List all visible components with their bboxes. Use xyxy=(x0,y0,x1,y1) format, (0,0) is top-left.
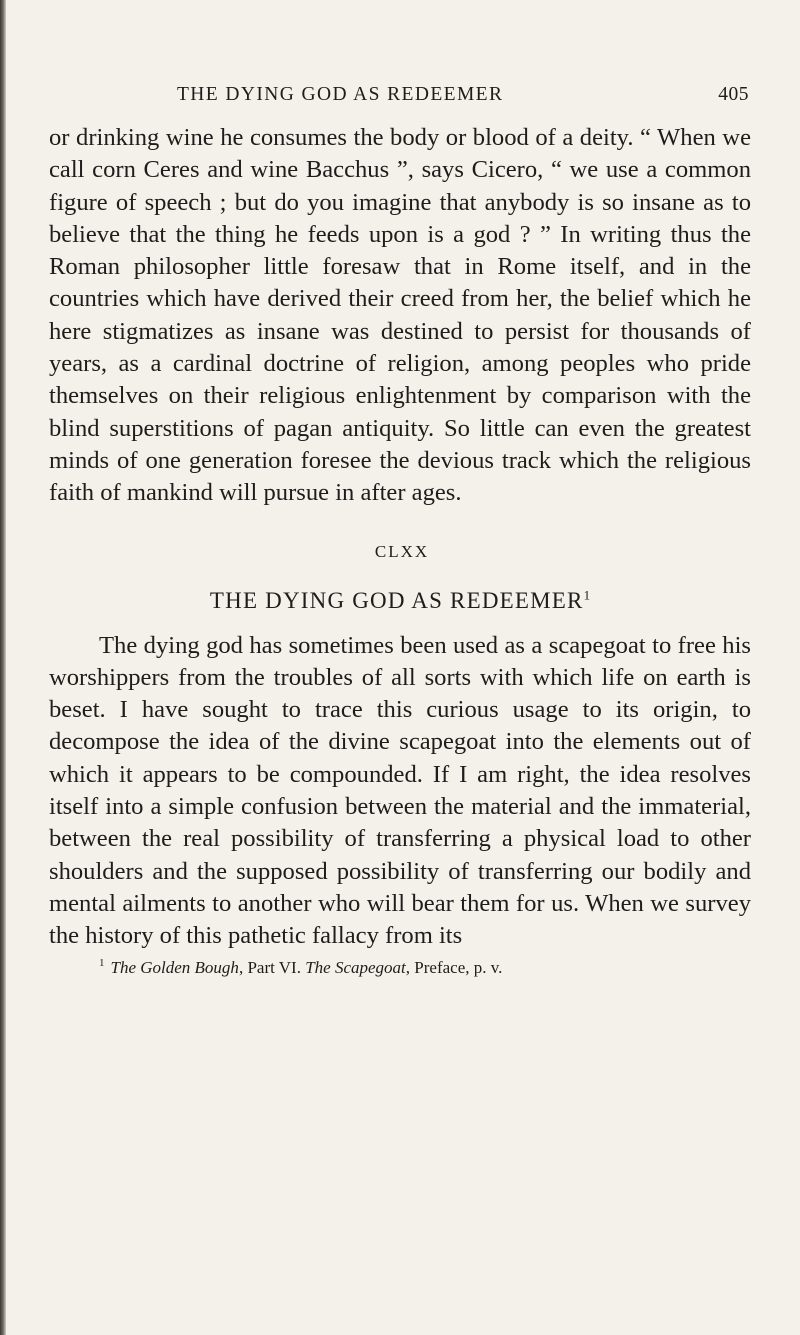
running-head-title: THE DYING GOD AS REDEEMER xyxy=(177,84,504,105)
footnote-reference: 1 xyxy=(583,586,591,602)
footnote-mark: 1 xyxy=(99,956,105,969)
body-paragraph-2: The dying god has sometimes been used as a scapegoat to free his worshippers from the troubles of all sorts with which life on earth is beset. I have sought to trace this curious usage to its origin, to decompose the idea of the divine scapegoat into the elements out of which it appears to be compounded. If I am right, the idea resolves itself into a simple confusion between the material and the immaterial, between the real possibility of transferring a physical load to other shoulders and the supposed possibility of transferring our bodily and mental ailments to another who will bear them for us. When we survey the history of this pathetic fallacy from its xyxy=(49,631,751,950)
section-title xyxy=(49,586,751,616)
page-number: 405 xyxy=(718,84,749,105)
book-spine-edge xyxy=(0,0,6,1335)
book-page xyxy=(49,80,751,979)
footnote-part-title: The Scapegoat xyxy=(305,957,406,977)
footnote-part: , Part VI. xyxy=(238,957,306,977)
running-head xyxy=(49,80,751,110)
section-number: CLXX xyxy=(374,541,430,561)
footnote xyxy=(49,957,751,979)
section-title-text: THE DYING GOD AS REDEEMER xyxy=(209,587,584,613)
footnote-work-title: The Golden Bough xyxy=(110,957,239,977)
footnote-rest: , Preface, p. v. xyxy=(405,957,503,977)
body-paragraph-1: or drinking wine he consumes the body or blood of a deity. “ When we call corn Ceres and wine Bacchus ”, says Cicero, “ we use a common figure of speech ; but do you imagine that anybody is so insane as to believe that the thing he feeds upon is a god ? ” In writing thus the Roman philosopher little foresaw that in Rome itself, and in the countries which have derived their creed from her, the belief which he here stigmatizes as insane was destined to persist for thousands of years, as a cardinal doctrine of religion, among peoples who pride themselves on their religious enlightenment by comparison with the blind superstitions of pagan antiquity. So little can even the greatest minds of one generation foresee the devious track which the religious faith of mankind will pursue in after ages. xyxy=(49,124,751,507)
